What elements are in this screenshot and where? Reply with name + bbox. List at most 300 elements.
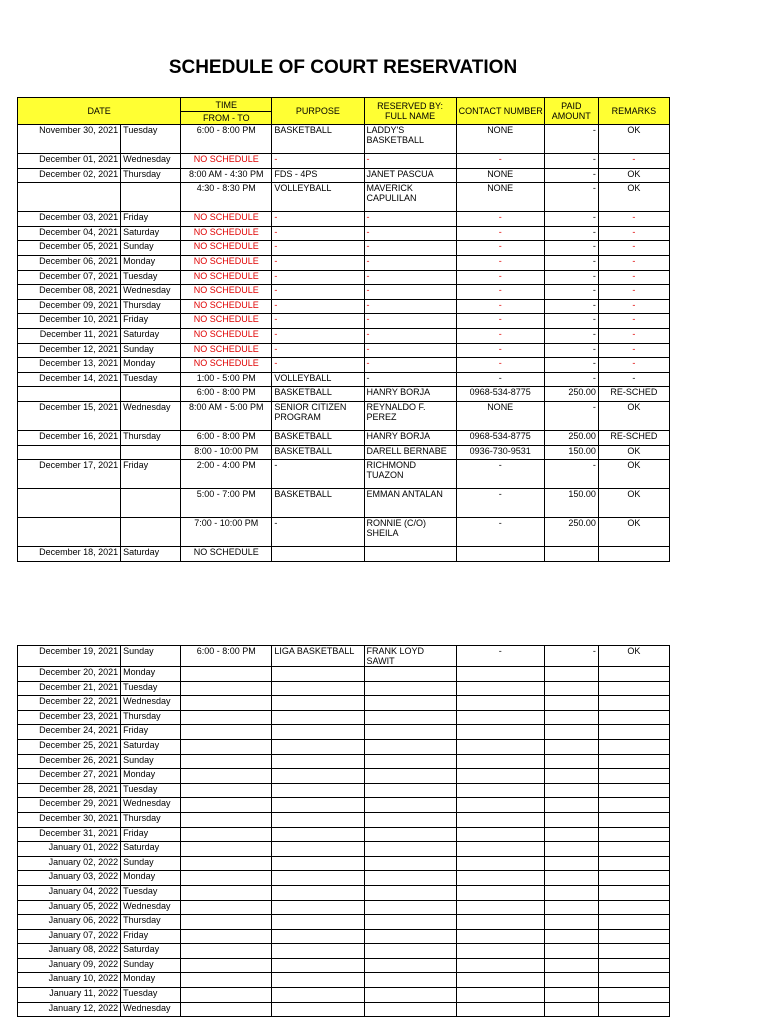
remarks-cell: - <box>598 314 669 329</box>
day-cell: Monday <box>121 769 181 784</box>
contact-cell: - <box>456 255 544 270</box>
table-row <box>18 168 670 183</box>
remarks-cell: - <box>598 285 669 300</box>
reserved-by-cell <box>364 944 456 959</box>
day-cell: Friday <box>121 314 181 329</box>
time-cell: NO SCHEDULE <box>181 285 272 300</box>
date-cell: December 23, 2021 <box>18 710 121 725</box>
contact-cell: - <box>456 299 544 314</box>
day-cell: Saturday <box>121 226 181 241</box>
remarks-cell <box>598 988 669 1003</box>
reserved-by-cell <box>364 842 456 857</box>
purpose-cell <box>272 696 364 711</box>
purpose-cell: - <box>272 328 364 343</box>
date-cell: January 09, 2022 <box>18 958 121 973</box>
contact-cell <box>456 915 544 930</box>
date-cell: December 31, 2021 <box>18 827 121 842</box>
time-cell: 6:00 - 8:00 PM <box>181 646 272 667</box>
remarks-cell: OK <box>598 183 669 212</box>
date-cell: January 01, 2022 <box>18 842 121 857</box>
day-cell: Monday <box>121 255 181 270</box>
reserved-by-cell: - <box>364 212 456 227</box>
table-row <box>18 798 670 813</box>
table-row <box>18 827 670 842</box>
table-row <box>18 812 670 827</box>
reserved-by-cell <box>364 812 456 827</box>
date-cell: January 10, 2022 <box>18 973 121 988</box>
paid-amount-cell: - <box>544 372 598 387</box>
contact-cell: - <box>456 154 544 169</box>
table-row <box>18 343 670 358</box>
reserved-by-cell: HANRY BORJA <box>364 387 456 402</box>
day-cell: Monday <box>121 358 181 373</box>
purpose-cell <box>272 783 364 798</box>
purpose-cell <box>272 754 364 769</box>
day-cell <box>121 387 181 402</box>
contact-cell <box>456 827 544 842</box>
contact-cell <box>456 842 544 857</box>
purpose-cell <box>272 973 364 988</box>
date-cell: December 13, 2021 <box>18 358 121 373</box>
day-cell: Sunday <box>121 646 181 667</box>
paid-amount-cell: - <box>544 241 598 256</box>
date-cell: December 21, 2021 <box>18 681 121 696</box>
contact-cell <box>456 667 544 682</box>
reserved-by-cell: - <box>364 226 456 241</box>
reserved-by-cell <box>364 710 456 725</box>
time-cell <box>181 696 272 711</box>
table-row <box>18 547 670 562</box>
remarks-cell <box>598 973 669 988</box>
date-cell: December 22, 2021 <box>18 696 121 711</box>
purpose-cell <box>272 667 364 682</box>
contact-cell <box>456 900 544 915</box>
time-cell: 4:30 - 8:30 PM <box>181 183 272 212</box>
date-cell: December 17, 2021 <box>18 460 121 489</box>
time-cell: 2:00 - 4:00 PM <box>181 460 272 489</box>
day-cell: Thursday <box>121 710 181 725</box>
reserved-by-cell: HANRY BORJA <box>364 430 456 445</box>
paid-amount-cell <box>544 885 598 900</box>
table-row <box>18 226 670 241</box>
table-row <box>18 900 670 915</box>
contact-cell: - <box>456 372 544 387</box>
contact-cell <box>456 754 544 769</box>
reserved-by-cell <box>364 827 456 842</box>
date-cell: December 18, 2021 <box>18 547 121 562</box>
purpose-cell: BASKETBALL <box>272 489 364 518</box>
reserved-by-cell <box>364 988 456 1003</box>
paid-amount-cell: 250.00 <box>544 518 598 547</box>
date-cell: January 02, 2022 <box>18 856 121 871</box>
paid-amount-cell: - <box>544 401 598 430</box>
table-row <box>18 667 670 682</box>
date-cell: December 01, 2021 <box>18 154 121 169</box>
time-cell <box>181 871 272 886</box>
table-row <box>18 212 670 227</box>
day-cell: Tuesday <box>121 783 181 798</box>
reserved-by-cell: EMMAN ANTALAN <box>364 489 456 518</box>
day-cell: Wednesday <box>121 154 181 169</box>
paid-amount-cell <box>544 769 598 784</box>
day-cell <box>121 183 181 212</box>
purpose-cell: SENIOR CITIZEN PROGRAM <box>272 401 364 430</box>
paid-amount-cell <box>544 973 598 988</box>
reserved-by-cell: RICHMOND TUAZON <box>364 460 456 489</box>
header-paid: PAID AMOUNT <box>544 98 598 125</box>
table-row <box>18 183 670 212</box>
time-cell: NO SCHEDULE <box>181 314 272 329</box>
time-cell: 7:00 - 10:00 PM <box>181 518 272 547</box>
time-cell: NO SCHEDULE <box>181 226 272 241</box>
date-cell: December 03, 2021 <box>18 212 121 227</box>
reserved-by-cell: - <box>364 343 456 358</box>
purpose-cell <box>272 871 364 886</box>
day-cell: Thursday <box>121 299 181 314</box>
date-cell: January 08, 2022 <box>18 944 121 959</box>
date-cell: December 24, 2021 <box>18 725 121 740</box>
contact-cell: - <box>456 358 544 373</box>
date-cell: December 08, 2021 <box>18 285 121 300</box>
header-purpose: PURPOSE <box>272 98 364 125</box>
day-cell: Saturday <box>121 739 181 754</box>
date-cell <box>18 183 121 212</box>
paid-amount-cell <box>544 1002 598 1017</box>
time-cell: 8:00 - 10:00 PM <box>181 445 272 460</box>
date-cell: December 05, 2021 <box>18 241 121 256</box>
remarks-cell <box>598 783 669 798</box>
table-row <box>18 154 670 169</box>
time-cell <box>181 725 272 740</box>
contact-cell: - <box>456 343 544 358</box>
date-cell: December 09, 2021 <box>18 299 121 314</box>
day-cell: Sunday <box>121 856 181 871</box>
table-row <box>18 241 670 256</box>
day-cell: Wednesday <box>121 1002 181 1017</box>
paid-amount-cell: - <box>544 646 598 667</box>
paid-amount-cell <box>544 725 598 740</box>
time-cell: 8:00 AM - 5:00 PM <box>181 401 272 430</box>
time-cell <box>181 900 272 915</box>
contact-cell: 0936-730-9531 <box>456 445 544 460</box>
reserved-by-cell <box>364 739 456 754</box>
day-cell: Tuesday <box>121 885 181 900</box>
paid-amount-cell <box>544 667 598 682</box>
table-row <box>18 255 670 270</box>
time-cell <box>181 783 272 798</box>
date-cell: December 10, 2021 <box>18 314 121 329</box>
purpose-cell <box>272 1002 364 1017</box>
table-row <box>18 445 670 460</box>
date-cell: December 07, 2021 <box>18 270 121 285</box>
reserved-by-cell <box>364 547 456 562</box>
paid-amount-cell <box>544 754 598 769</box>
reserved-by-cell <box>364 915 456 930</box>
purpose-cell <box>272 812 364 827</box>
date-cell: January 06, 2022 <box>18 915 121 930</box>
purpose-cell <box>272 710 364 725</box>
date-cell: December 16, 2021 <box>18 430 121 445</box>
contact-cell: - <box>456 212 544 227</box>
day-cell: Tuesday <box>121 988 181 1003</box>
contact-cell: NONE <box>456 168 544 183</box>
purpose-cell <box>272 769 364 784</box>
day-cell: Friday <box>121 929 181 944</box>
time-cell: NO SCHEDULE <box>181 547 272 562</box>
remarks-cell: OK <box>598 518 669 547</box>
contact-cell <box>456 710 544 725</box>
date-cell <box>18 489 121 518</box>
day-cell: Friday <box>121 725 181 740</box>
time-cell <box>181 1002 272 1017</box>
date-cell: December 30, 2021 <box>18 812 121 827</box>
table-row <box>18 696 670 711</box>
remarks-cell: - <box>598 299 669 314</box>
time-cell <box>181 944 272 959</box>
table-row <box>18 299 670 314</box>
day-cell: Friday <box>121 460 181 489</box>
date-cell: November 30, 2021 <box>18 125 121 154</box>
remarks-cell <box>598 1002 669 1017</box>
contact-cell: - <box>456 646 544 667</box>
purpose-cell <box>272 798 364 813</box>
time-cell <box>181 988 272 1003</box>
contact-cell <box>456 973 544 988</box>
purpose-cell: - <box>272 518 364 547</box>
reserved-by-cell <box>364 798 456 813</box>
remarks-cell: - <box>598 328 669 343</box>
time-cell <box>181 827 272 842</box>
day-cell: Tuesday <box>121 270 181 285</box>
day-cell: Wednesday <box>121 900 181 915</box>
reserved-by-cell: - <box>364 270 456 285</box>
purpose-cell: BASKETBALL <box>272 387 364 402</box>
table-row <box>18 358 670 373</box>
table-row <box>18 915 670 930</box>
paid-amount-cell <box>544 871 598 886</box>
time-cell <box>181 667 272 682</box>
day-cell: Saturday <box>121 944 181 959</box>
time-cell <box>181 915 272 930</box>
contact-cell: - <box>456 241 544 256</box>
remarks-cell <box>598 739 669 754</box>
contact-cell <box>456 812 544 827</box>
remarks-cell <box>598 915 669 930</box>
contact-cell: - <box>456 285 544 300</box>
paid-amount-cell: - <box>544 270 598 285</box>
purpose-cell <box>272 944 364 959</box>
remarks-cell: OK <box>598 445 669 460</box>
contact-cell: - <box>456 460 544 489</box>
date-cell: January 05, 2022 <box>18 900 121 915</box>
contact-cell: - <box>456 489 544 518</box>
header-remarks: REMARKS <box>598 98 669 125</box>
paid-amount-cell: - <box>544 212 598 227</box>
purpose-cell: BASKETBALL <box>272 445 364 460</box>
day-cell: Saturday <box>121 842 181 857</box>
purpose-cell <box>272 547 364 562</box>
table-row <box>18 518 670 547</box>
reserved-by-cell: - <box>364 328 456 343</box>
table-row <box>18 1002 670 1017</box>
contact-cell <box>456 547 544 562</box>
date-cell <box>18 445 121 460</box>
contact-cell <box>456 856 544 871</box>
reservation-table <box>17 97 670 562</box>
table-row <box>18 885 670 900</box>
time-cell: NO SCHEDULE <box>181 212 272 227</box>
reserved-by-cell: - <box>364 255 456 270</box>
remarks-cell <box>598 696 669 711</box>
header-from-to: FROM - TO <box>181 112 272 125</box>
date-cell: December 02, 2021 <box>18 168 121 183</box>
time-cell: NO SCHEDULE <box>181 270 272 285</box>
remarks-cell <box>598 944 669 959</box>
remarks-cell: OK <box>598 489 669 518</box>
purpose-cell: - <box>272 285 364 300</box>
paid-amount-cell: 250.00 <box>544 430 598 445</box>
paid-amount-cell <box>544 842 598 857</box>
date-cell: December 04, 2021 <box>18 226 121 241</box>
paid-amount-cell: - <box>544 285 598 300</box>
day-cell: Monday <box>121 871 181 886</box>
table-row <box>18 929 670 944</box>
paid-amount-cell: 150.00 <box>544 489 598 518</box>
date-cell: January 04, 2022 <box>18 885 121 900</box>
paid-amount-cell: - <box>544 168 598 183</box>
time-cell: NO SCHEDULE <box>181 255 272 270</box>
purpose-cell: - <box>272 255 364 270</box>
remarks-cell <box>598 754 669 769</box>
reserved-by-cell <box>364 900 456 915</box>
day-cell: Sunday <box>121 241 181 256</box>
time-cell <box>181 710 272 725</box>
paid-amount-cell <box>544 827 598 842</box>
table-row <box>18 401 670 430</box>
day-cell: Wednesday <box>121 401 181 430</box>
date-cell: January 11, 2022 <box>18 988 121 1003</box>
paid-amount-cell: - <box>544 328 598 343</box>
paid-amount-cell: 150.00 <box>544 445 598 460</box>
header-time: TIME <box>181 98 272 112</box>
contact-cell: - <box>456 518 544 547</box>
contact-cell <box>456 798 544 813</box>
purpose-cell <box>272 915 364 930</box>
remarks-cell <box>598 827 669 842</box>
date-cell: December 06, 2021 <box>18 255 121 270</box>
time-cell <box>181 885 272 900</box>
reserved-by-cell: RONNIE (C/O) SHEILA <box>364 518 456 547</box>
time-cell: NO SCHEDULE <box>181 343 272 358</box>
day-cell <box>121 445 181 460</box>
time-cell <box>181 856 272 871</box>
remarks-cell <box>598 769 669 784</box>
purpose-cell <box>272 681 364 696</box>
header-date: DATE <box>18 98 181 125</box>
paid-amount-cell: - <box>544 299 598 314</box>
contact-cell <box>456 929 544 944</box>
remarks-cell: OK <box>598 125 669 154</box>
table-row <box>18 489 670 518</box>
reserved-by-cell: LADDY'S BASKETBALL <box>364 125 456 154</box>
paid-amount-cell <box>544 696 598 711</box>
table-row <box>18 769 670 784</box>
purpose-cell <box>272 842 364 857</box>
purpose-cell <box>272 725 364 740</box>
day-cell: Wednesday <box>121 285 181 300</box>
contact-cell <box>456 871 544 886</box>
day-cell: Tuesday <box>121 681 181 696</box>
paid-amount-cell <box>544 812 598 827</box>
paid-amount-cell <box>544 944 598 959</box>
date-cell: December 15, 2021 <box>18 401 121 430</box>
date-cell: January 03, 2022 <box>18 871 121 886</box>
purpose-cell: BASKETBALL <box>272 430 364 445</box>
purpose-cell <box>272 739 364 754</box>
table-row <box>18 314 670 329</box>
table-row <box>18 725 670 740</box>
purpose-cell <box>272 929 364 944</box>
paid-amount-cell: - <box>544 460 598 489</box>
table-row <box>18 270 670 285</box>
remarks-cell <box>598 667 669 682</box>
remarks-cell <box>598 547 669 562</box>
table-row <box>18 739 670 754</box>
remarks-cell: RE-SCHED <box>598 430 669 445</box>
purpose-cell: FDS - 4PS <box>272 168 364 183</box>
remarks-cell: OK <box>598 401 669 430</box>
paid-amount-cell <box>544 915 598 930</box>
time-cell: NO SCHEDULE <box>181 241 272 256</box>
paid-amount-cell <box>544 988 598 1003</box>
reserved-by-cell: DARELL BERNABE <box>364 445 456 460</box>
time-cell: 8:00 AM - 4:30 PM <box>181 168 272 183</box>
remarks-cell: - <box>598 241 669 256</box>
table-row <box>18 681 670 696</box>
table-row <box>18 856 670 871</box>
time-cell <box>181 754 272 769</box>
paid-amount-cell: 250.00 <box>544 387 598 402</box>
time-cell: 1:00 - 5:00 PM <box>181 372 272 387</box>
table-row <box>18 285 670 300</box>
table-row <box>18 871 670 886</box>
contact-cell: NONE <box>456 183 544 212</box>
purpose-cell <box>272 958 364 973</box>
remarks-cell <box>598 798 669 813</box>
date-cell: December 29, 2021 <box>18 798 121 813</box>
reserved-by-cell <box>364 929 456 944</box>
table-row <box>18 387 670 402</box>
purpose-cell: - <box>272 226 364 241</box>
purpose-cell <box>272 900 364 915</box>
remarks-cell: - <box>598 270 669 285</box>
paid-amount-cell: - <box>544 343 598 358</box>
table-row <box>18 973 670 988</box>
purpose-cell: VOLLEYBALL <box>272 372 364 387</box>
date-cell: December 25, 2021 <box>18 739 121 754</box>
day-cell: Tuesday <box>121 372 181 387</box>
reserved-by-cell: JANET PASCUA <box>364 168 456 183</box>
day-cell: Friday <box>121 212 181 227</box>
contact-cell: - <box>456 270 544 285</box>
paid-amount-cell: - <box>544 154 598 169</box>
day-cell: Saturday <box>121 328 181 343</box>
date-cell <box>18 387 121 402</box>
purpose-cell: - <box>272 358 364 373</box>
remarks-cell: - <box>598 255 669 270</box>
paid-amount-cell: - <box>544 314 598 329</box>
day-cell: Wednesday <box>121 696 181 711</box>
